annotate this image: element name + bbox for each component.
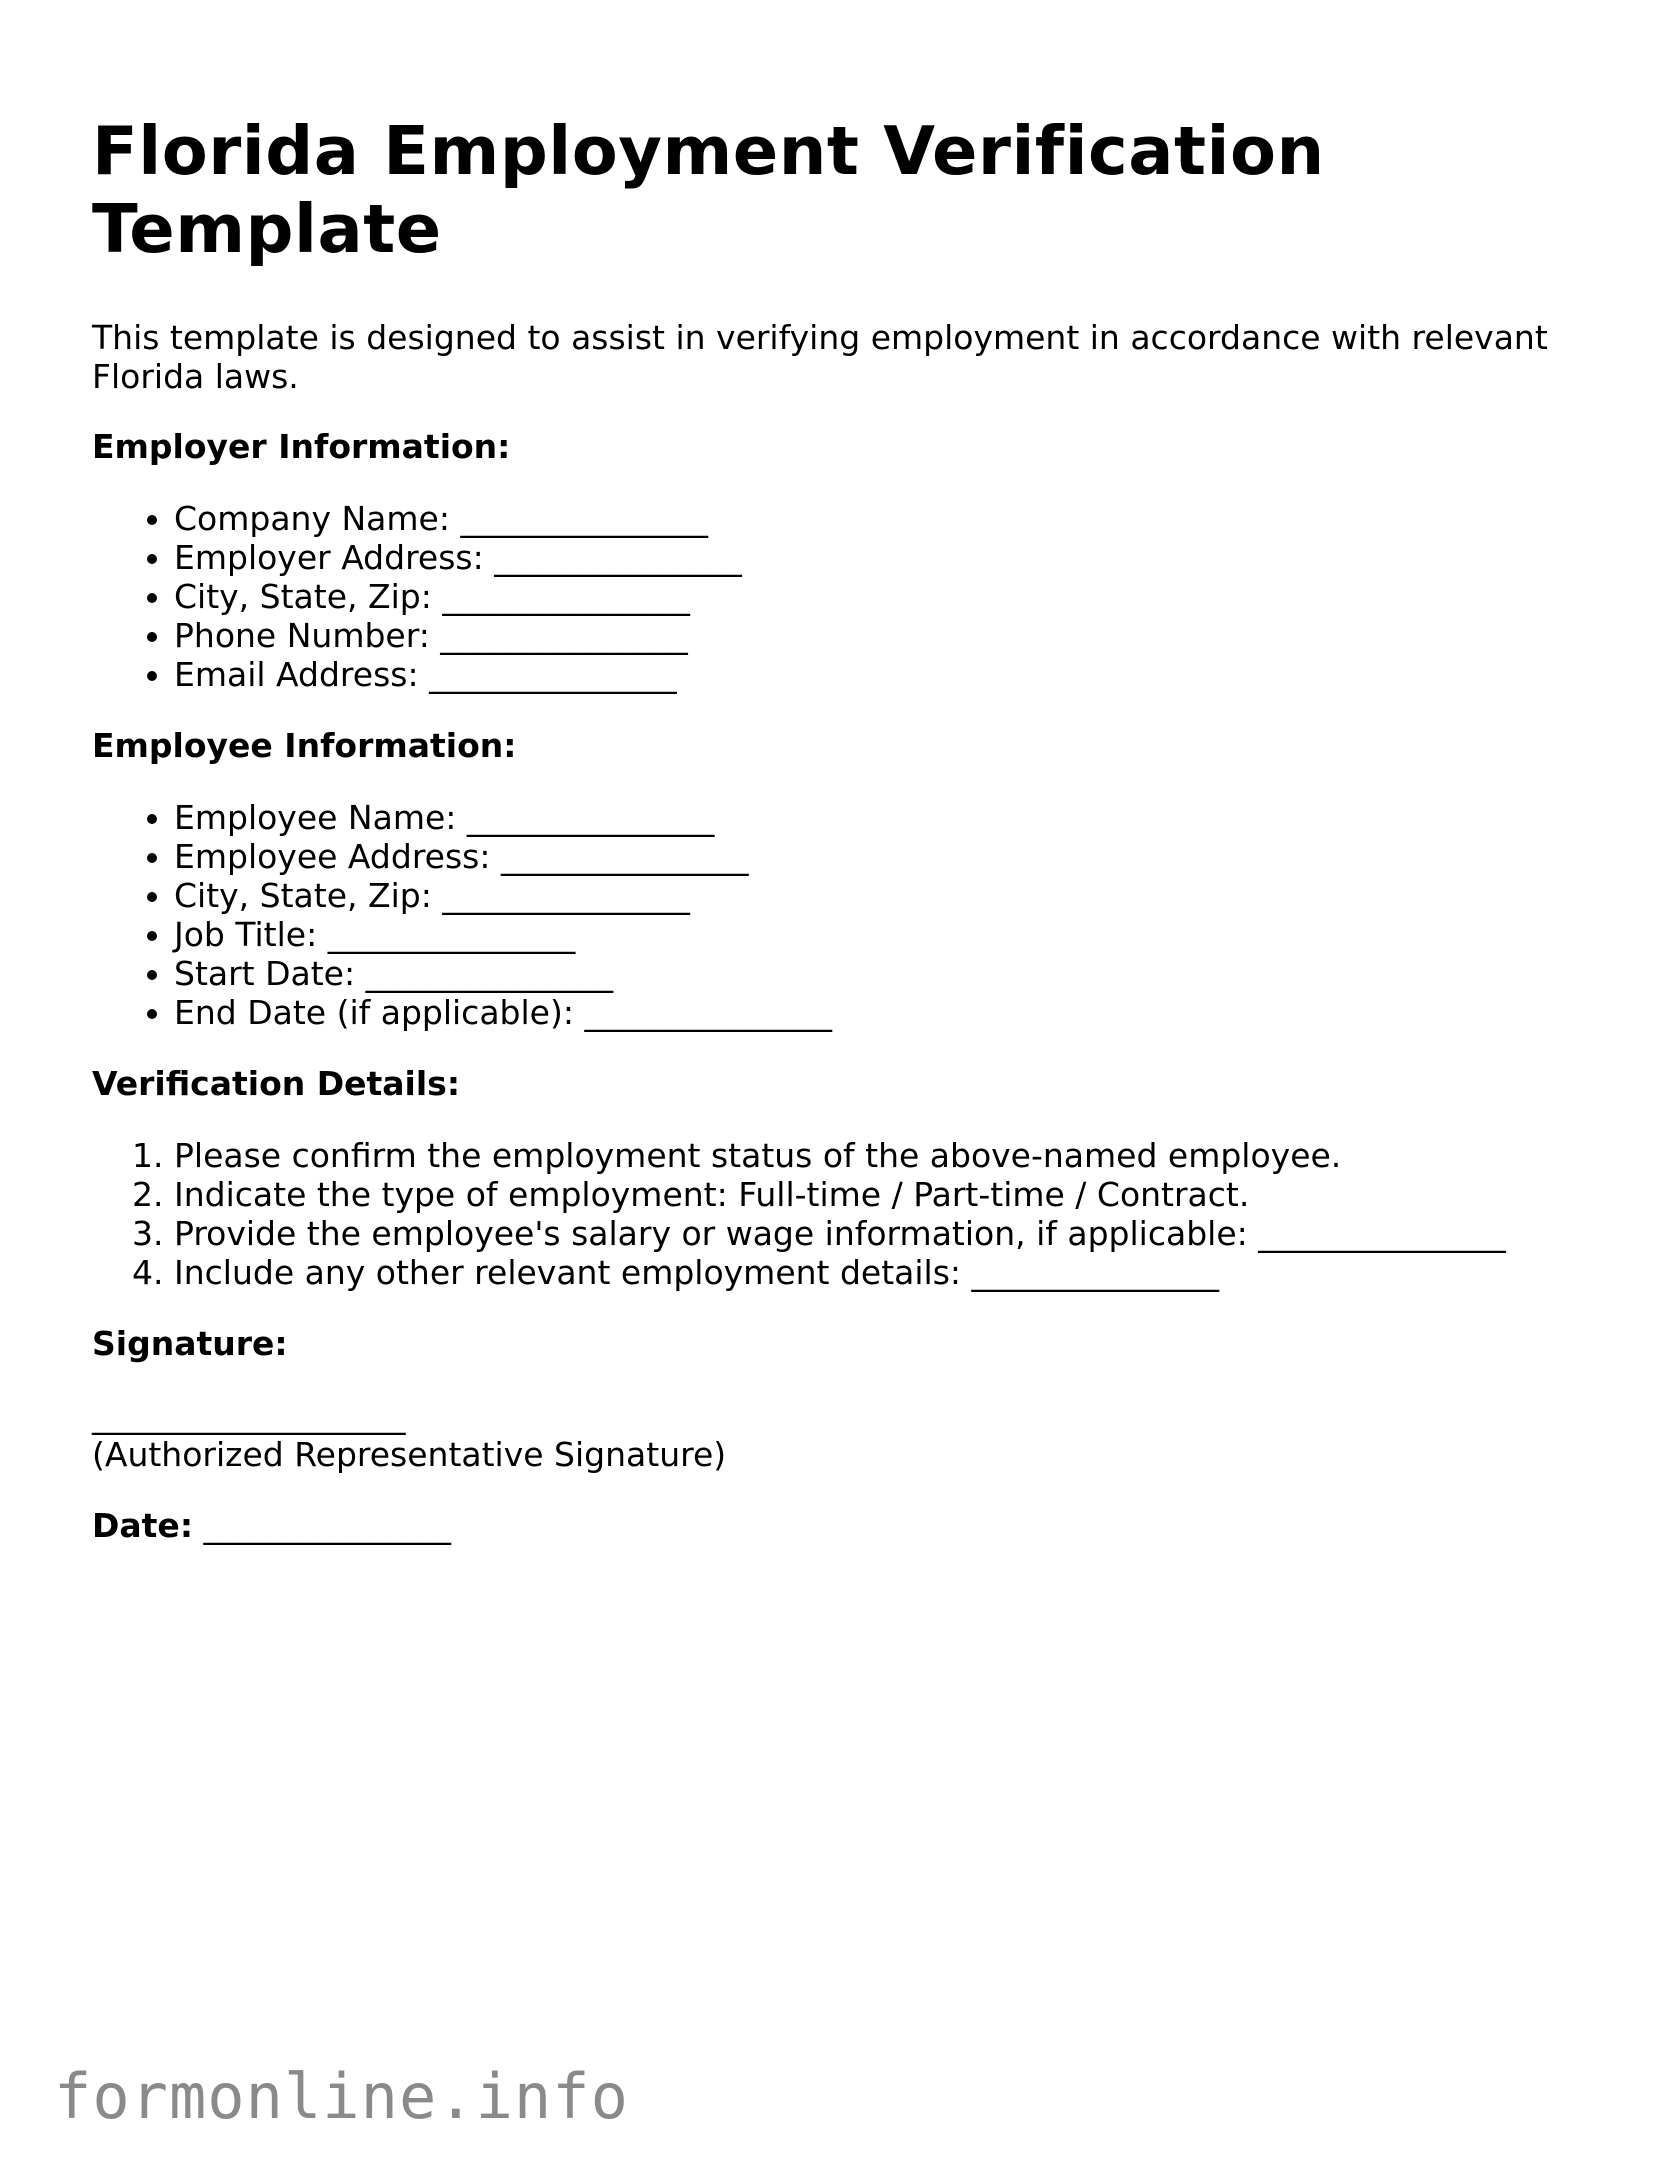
verification-step-1: 1. Please confirm the employment status of the above-named employee. xyxy=(174,1136,1592,1175)
date-line xyxy=(92,1506,1592,1545)
employer-city-state-zip-field: • City, State, Zip: _______________ xyxy=(174,577,1592,616)
signature-line: ___________________ xyxy=(92,1396,406,1435)
employee-city-state-zip-field: • City, State, Zip: _______________ xyxy=(174,876,1592,915)
employee-name-field: • Employee Name: _______________ xyxy=(174,798,1592,837)
title-line-2: Template xyxy=(92,190,442,268)
email-address-field: • Email Address: _______________ xyxy=(174,655,1592,694)
end-date-field: • End Date (if applicable): _______________ xyxy=(174,993,1592,1032)
document-title xyxy=(92,112,1592,268)
date-label: Date: xyxy=(92,1506,194,1545)
signature-caption: (Authorized Representative Signature) xyxy=(92,1435,727,1474)
verification-steps-list xyxy=(92,1136,1592,1292)
employer-information-heading: Employer Information: xyxy=(92,427,511,466)
company-name-field: • Company Name: _______________ xyxy=(174,499,1592,538)
title-line-1: Florida Employment Verification xyxy=(92,112,1325,190)
watermark-text: formonline.info xyxy=(54,2060,629,2133)
verification-step-4: 4. Include any other relevant employment details: _______________ xyxy=(174,1253,1592,1292)
employee-information-heading: Employee Information: xyxy=(92,726,517,765)
employer-fields-list xyxy=(92,499,1592,694)
verification-step-3: 3. Provide the employee's salary or wage information, if applicable: _______________ xyxy=(174,1214,1592,1253)
verification-details-heading: Verification Details: xyxy=(92,1064,461,1103)
employee-address-field: • Employee Address: _______________ xyxy=(174,837,1592,876)
date-blank: _______________ xyxy=(203,1506,452,1545)
start-date-field: • Start Date: _______________ xyxy=(174,954,1592,993)
employee-fields-list xyxy=(92,798,1592,1032)
job-title-field: • Job Title: _______________ xyxy=(174,915,1592,954)
document-page xyxy=(92,112,1592,1545)
signature-heading: Signature: xyxy=(92,1324,288,1363)
signature-block xyxy=(92,1396,1592,1474)
verification-step-2: 2. Indicate the type of employment: Full-time / Part-time / Contract. xyxy=(174,1175,1592,1214)
phone-number-field: • Phone Number: _______________ xyxy=(174,616,1592,655)
intro-paragraph: This template is designed to assist in verifying employment in accordance with relevant Florida laws. xyxy=(92,318,1548,396)
employer-address-field: • Employer Address: _______________ xyxy=(174,538,1592,577)
